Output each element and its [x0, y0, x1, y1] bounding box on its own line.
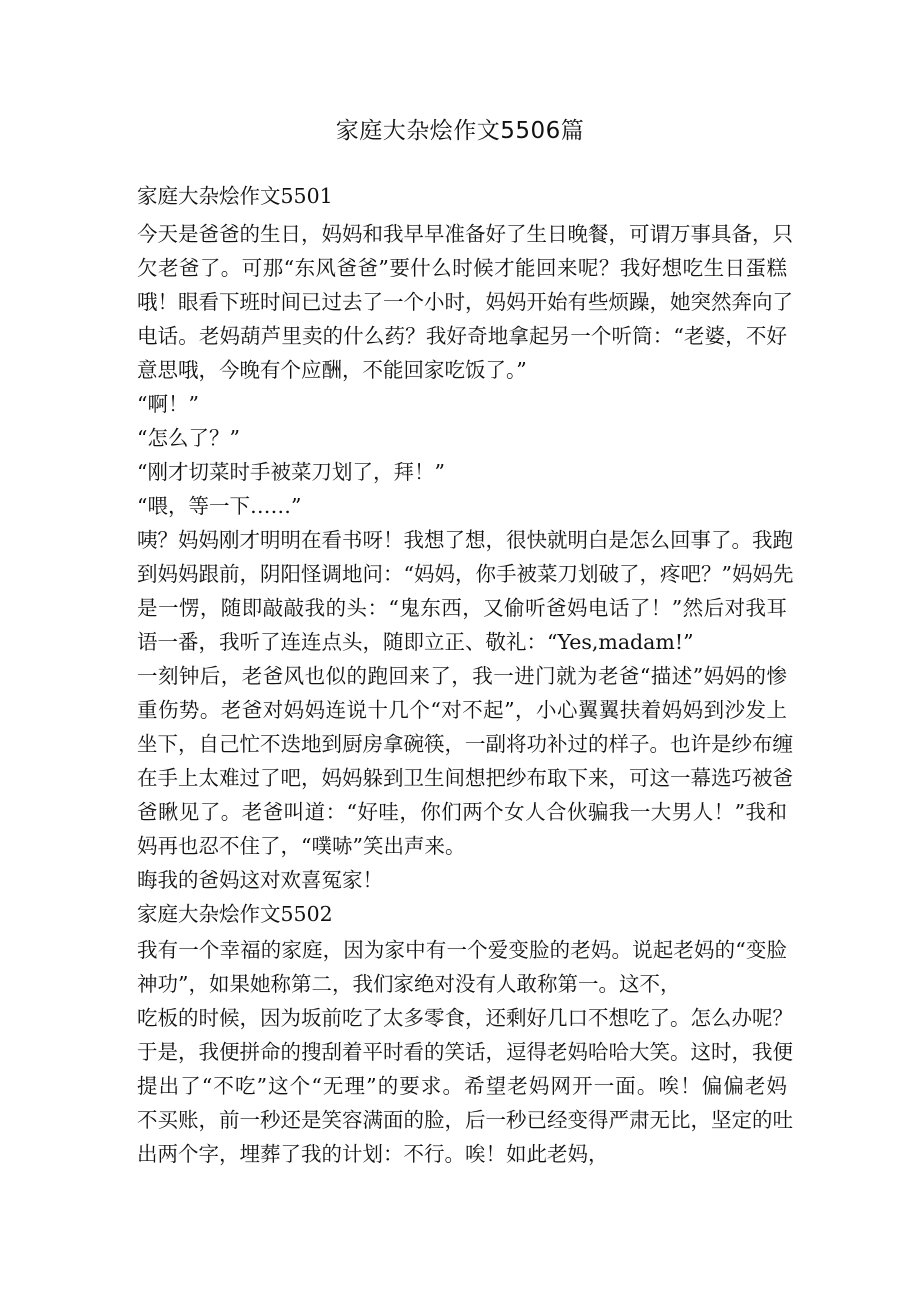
paragraph-line: 欠老爸了。可那“东风爸爸”要什么时候才能回来呢？我好想吃生日蛋糕	[137, 256, 787, 280]
paragraph-line: 于是，我便拼命的搜刮着平时看的笑话，逗得老妈哈哈大笑。这时，我便	[137, 1040, 793, 1064]
paragraph-line: 电话。老妈葫芦里卖的什么药？我好奇地拿起另一个听筒：“老婆，不好	[137, 324, 787, 348]
paragraph-line: 出两个字，埋葬了我的计划：不行。唉！如此老妈，	[137, 1142, 609, 1166]
paragraph-line: 意思哦，今晚有个应酬，不能回家吃饭了。”	[137, 358, 527, 382]
paragraph-line: 我有一个幸福的家庭，因为家中有一个爱变脸的老妈。说起老妈的“变脸	[137, 938, 787, 962]
paragraph-line: “怎么了？”	[137, 426, 240, 450]
section-heading: 家庭大杂烩作文5502	[137, 902, 333, 926]
paragraph-line: 一刻钟后，老爸风也似的跑回来了，我一进门就为老爸“描述”妈妈的惨	[137, 664, 787, 688]
paragraph-line: 坐下，自己忙不迭地到厨房拿碗筷，一副将功补过的样子。也许是纱布缠	[137, 732, 793, 756]
paragraph-line: 提出了“不吃”这个“无理”的要求。希望老妈网开一面。唉！偏偏老妈	[137, 1074, 787, 1098]
section-heading: 家庭大杂烩作文5501	[137, 184, 333, 208]
document-title: 家庭大杂烩作文5506篇	[335, 118, 585, 144]
paragraph-line: 语一番，我听了连连点头，随即立正、敬礼：“Yes,madam!”	[137, 630, 694, 654]
paragraph-line: 咦？妈妈刚才明明在看书呀！我想了想，很快就明白是怎么回事了。我跑	[137, 528, 793, 552]
paragraph-line: 到妈妈跟前，阴阳怪调地问：“妈妈，你手被菜刀划破了，疼吧？”妈妈先	[137, 562, 794, 586]
paragraph-line: 妈再也忍不住了，“噗哧”笑出声来。	[137, 834, 466, 858]
paragraph-line: “刚才切菜时手被菜刀划了，拜！”	[137, 460, 445, 484]
paragraph-line: 神功”，如果她称第二，我们家绝对没有人敢称第一。这不，	[137, 972, 681, 996]
paragraph-line: 今天是爸爸的生日，妈妈和我早早准备好了生日晚餐，可谓万事具备，只	[137, 222, 793, 246]
paragraph-line: 晦我的爸妈这对欢喜冤家！	[137, 868, 383, 892]
paragraph-line: 哦！眼看下班时间已过去了一个小时，妈妈开始有些烦躁，她突然奔向了	[137, 290, 793, 314]
paragraph-line: 在手上太难过了吧，妈妈躲到卫生间想把纱布取下来，可这一幕选巧被爸	[137, 766, 793, 790]
paragraph-line: 是一愣，随即敲敲我的头：“鬼东西，又偷听爸妈电话了！”然后对我耳	[137, 596, 787, 620]
paragraph-line: “喂，等一下……”	[137, 494, 302, 518]
paragraph-line: “啊！”	[137, 392, 199, 416]
paragraph-line: 吃板的时候，因为坂前吃了太多零食，还剩好几口不想吃了。怎么办呢？	[137, 1006, 793, 1030]
paragraph-line: 爸瞅见了。老爸叫道：“好哇，你们两个女人合伙骗我一大男人！”我和	[137, 800, 787, 824]
paragraph-line: 不买账，前一秒还是笑容满面的脸，后一秒已经变得严肃无比，坚定的吐	[137, 1108, 793, 1132]
paragraph-line: 重伤势。老爸对妈妈连说十几个“对不起”，小心翼翼扶着妈妈到沙发上	[137, 698, 787, 722]
